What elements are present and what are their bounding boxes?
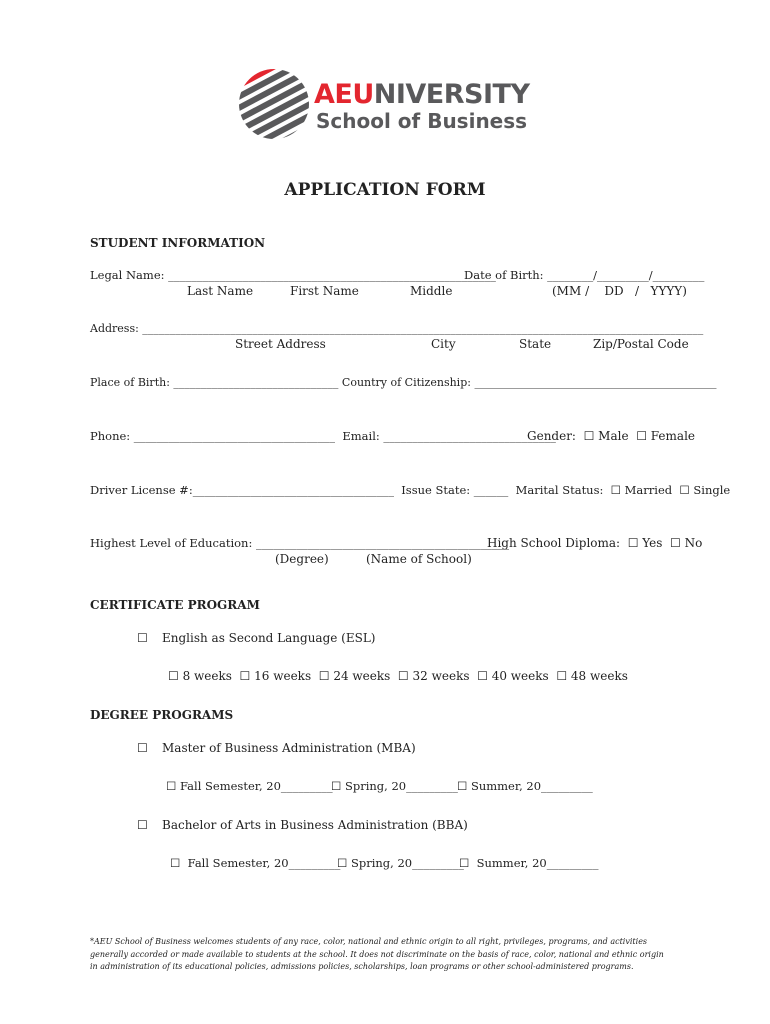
zip-label: Zip/Postal Code bbox=[593, 337, 689, 351]
globe-stripes-icon bbox=[236, 66, 312, 142]
footnote-line: in administration of its educational policies, admissions policies, scholarships, loan programs or other school-administered programs. bbox=[90, 962, 634, 971]
aeu-logo bbox=[236, 66, 536, 146]
bba-fall-option[interactable]: ☐ Fall Semester, 20_________ bbox=[170, 856, 341, 870]
form-title: APPLICATION FORM bbox=[284, 180, 486, 200]
address-field[interactable]: Address: ______________________________________________________________________________________________________ bbox=[90, 322, 704, 335]
esl-weeks-options[interactable]: ☐ 8 weeks ☐ 16 weeks ☐ 24 weeks ☐ 32 weeks ☐ 40 weeks ☐ 48 weeks bbox=[168, 669, 628, 683]
high-school-diploma-options[interactable]: High School Diploma: ☐ Yes ☐ No bbox=[487, 536, 703, 550]
logo-brand-gray: NIVERSITY bbox=[373, 79, 530, 110]
footnote-line: generally accorded or made available to students at the school. It does not discriminate on the basis of race, color, national and ethnic origin bbox=[90, 949, 664, 959]
place-of-birth-field[interactable]: Place of Birth: ______________________________ Country of Citizenship: ____________________________________________ bbox=[90, 376, 717, 389]
first-name-label: First Name bbox=[290, 284, 359, 298]
non-discrimination-footnote bbox=[90, 936, 690, 974]
legal-name-field[interactable]: Legal Name: _________________________________________________________ bbox=[90, 268, 496, 282]
bba-summer-option[interactable]: ☐ Summer, 20_________ bbox=[459, 856, 599, 870]
degree-programs-heading: DEGREE PROGRAMS bbox=[90, 708, 234, 722]
degree-label: (Degree) bbox=[275, 552, 329, 566]
dob-format-label: (MM / DD / YYYY) bbox=[552, 284, 687, 298]
bba-label: Bachelor of Arts in Business Administration (BBA) bbox=[162, 818, 468, 832]
date-of-birth-field[interactable]: Date of Birth: ________/_________/_________ bbox=[464, 268, 705, 282]
esl-checkbox[interactable]: ☐ bbox=[137, 631, 148, 645]
logo-brand-red: AEU bbox=[314, 79, 374, 110]
esl-label: English as Second Language (ESL) bbox=[162, 631, 376, 645]
mba-summer-option[interactable]: ☐ Summer, 20_________ bbox=[457, 779, 593, 793]
school-name-label: (Name of School) bbox=[366, 552, 472, 566]
mba-checkbox[interactable]: ☐ bbox=[137, 741, 148, 755]
certificate-program-heading: CERTIFICATE PROGRAM bbox=[90, 598, 260, 612]
bba-spring-option[interactable]: ☐ Spring, 20_________ bbox=[337, 856, 464, 870]
footnote-line: *AEU School of Business welcomes students of any race, color, national and ethnic origin to all right, privileges, programs, and activities bbox=[90, 937, 648, 946]
gender-options[interactable]: Gender: ☐ Male ☐ Female bbox=[527, 429, 696, 443]
student-info-heading: STUDENT INFORMATION bbox=[90, 236, 266, 250]
mba-fall-option[interactable]: ☐ Fall Semester, 20_________ bbox=[166, 779, 333, 793]
mba-label: Master of Business Administration (MBA) bbox=[162, 741, 416, 755]
state-label: State bbox=[519, 337, 552, 351]
city-label: City bbox=[431, 337, 456, 351]
education-field[interactable]: Highest Level of Education: ____________________________________________ bbox=[90, 536, 509, 550]
bba-checkbox[interactable]: ☐ bbox=[137, 818, 148, 832]
driver-license-row[interactable]: Driver License #:___________________________________ Issue State: ______ Marital Status: ☐ Married ☐ Single bbox=[90, 483, 731, 497]
street-address-label: Street Address bbox=[235, 337, 326, 351]
mba-spring-option[interactable]: ☐ Spring, 20_________ bbox=[331, 779, 458, 793]
last-name-label: Last Name bbox=[187, 284, 254, 298]
logo-subtitle: School of Business bbox=[316, 109, 528, 133]
logo-wordmark bbox=[314, 80, 530, 110]
phone-email-field[interactable]: Phone: ___________________________________ Email: ______________________________ bbox=[90, 429, 556, 443]
middle-name-label: Middle bbox=[410, 284, 453, 298]
